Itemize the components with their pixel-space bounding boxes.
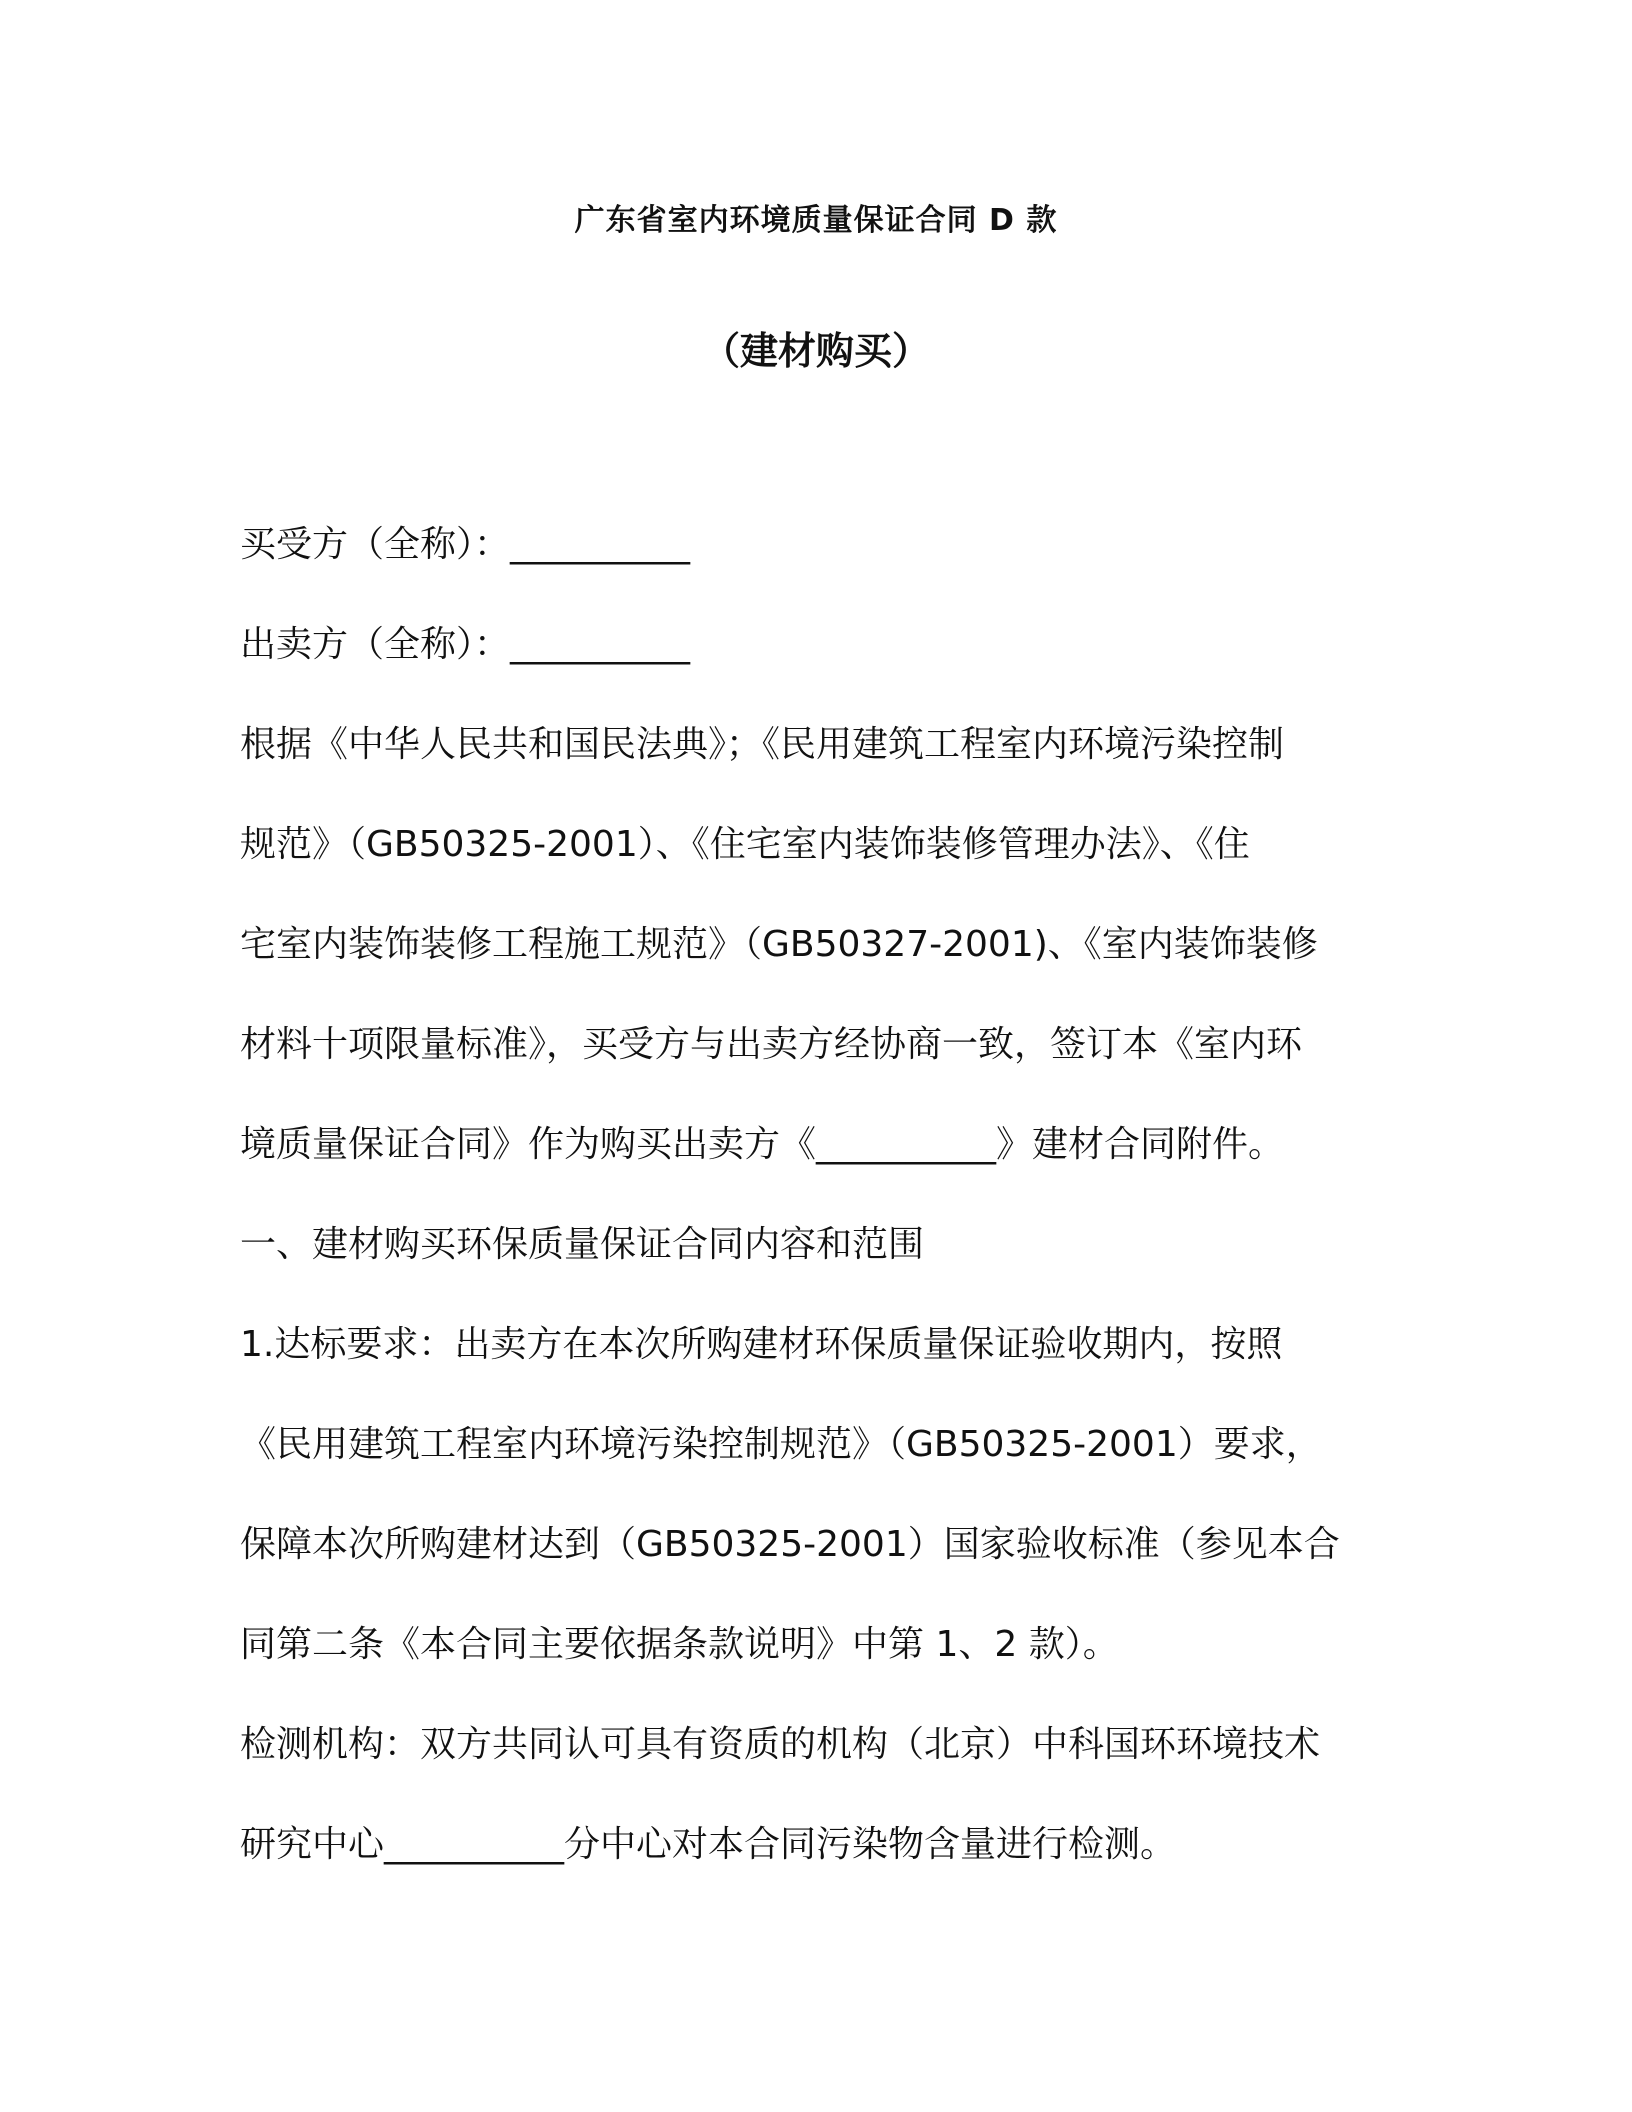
seller-line: 出卖方（全称）：__________	[240, 624, 691, 665]
body-line: 根据《中华人民共和国民法典》；《民用建筑工程室内环境污染控制	[240, 724, 1285, 765]
body-line: 材料十项限量标准》，买受方与出卖方经协商一致，签订本《室内环	[240, 1024, 1303, 1065]
body-line: 同第二条《本合同主要依据条款说明》中第 1、2 款）。	[240, 1624, 1119, 1665]
body-line: 研究中心__________分中心对本合同污染物含量进行检测。	[240, 1824, 1177, 1865]
buyer-line: 买受方（全称）：__________	[240, 524, 691, 565]
document-title: 广东省室内环境质量保证合同 D 款	[574, 203, 1058, 238]
document-subtitle: （建材购买）	[701, 329, 930, 373]
body-line: 保障本次所购建材达到（GB50325-2001）国家验收标准（参见本合	[240, 1524, 1340, 1565]
body-line: 《民用建筑工程室内环境污染控制规范》（GB50325-2001）要求，	[240, 1424, 1322, 1465]
body-line: 宅室内装饰装修工程施工规范》（GB50327-2001)、《室内装饰装修	[240, 924, 1318, 965]
section-heading: 一、建材购买环保质量保证合同内容和范围	[240, 1224, 925, 1265]
body-line: 境质量保证合同》作为购买出卖方《__________》建材合同附件。	[240, 1124, 1285, 1165]
body-line: 检测机构：双方共同认可具有资质的机构（北京）中科国环环境技术	[240, 1724, 1321, 1765]
body-line: 1.达标要求：出卖方在本次所购建材环保质量保证验收期内，按照	[240, 1324, 1283, 1365]
body-line: 规范》（GB50325-2001）、《住宅室内装饰装修管理办法》、《住	[240, 824, 1250, 865]
